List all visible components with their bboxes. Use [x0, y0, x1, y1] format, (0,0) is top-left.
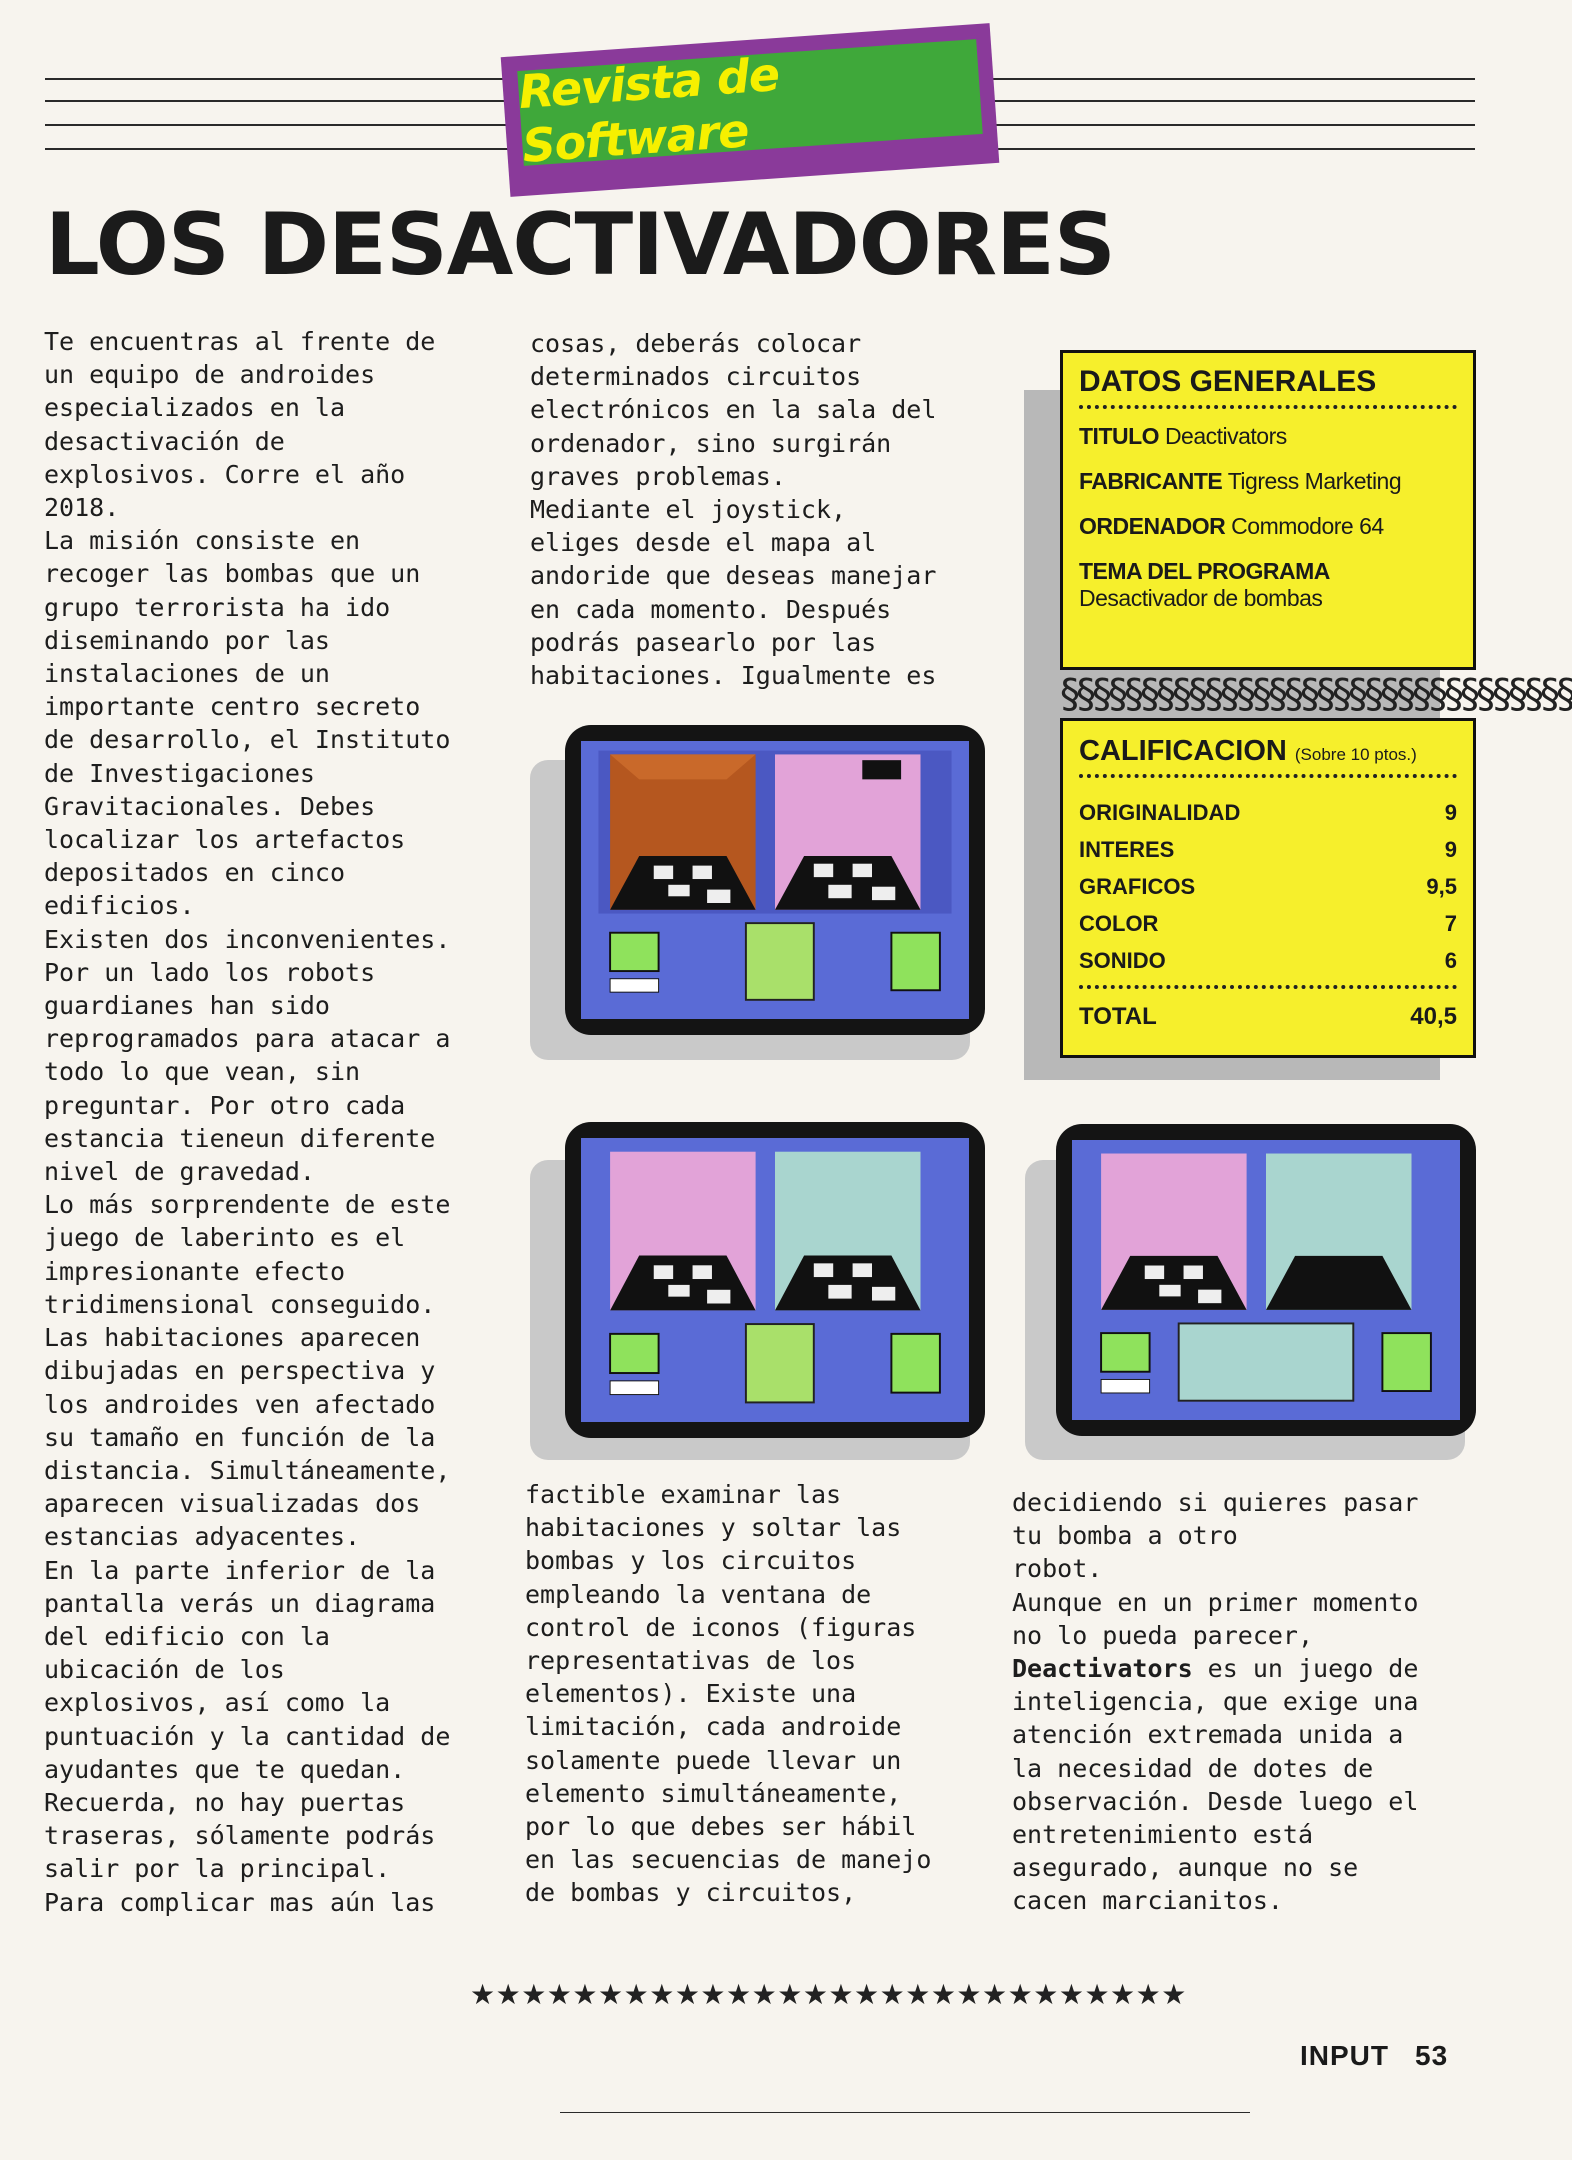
- calificacion-title: CALIFICACION: [1079, 735, 1287, 767]
- total-label: TOTAL: [1079, 1003, 1157, 1030]
- dotted-divider: [1079, 405, 1457, 409]
- fabricante-value: Tigress Marketing: [1227, 468, 1402, 494]
- score-row: [1079, 837, 1457, 863]
- bottom-rule: [560, 2112, 1250, 2113]
- page-number: 53: [1415, 2040, 1449, 2071]
- score-label: GRAFICOS: [1079, 874, 1196, 899]
- score-row: [1079, 874, 1457, 900]
- score-total-row: [1079, 1003, 1457, 1031]
- page-footer: [1300, 2040, 1448, 2072]
- article-column-3: [1012, 1486, 1482, 1918]
- score-label: COLOR: [1079, 911, 1159, 936]
- calificacion-heading: [1079, 735, 1457, 768]
- score-row: [1079, 800, 1457, 826]
- datos-ordenador: [1079, 513, 1457, 540]
- score-value: 9,5: [1426, 874, 1457, 899]
- datos-fabricante: [1079, 468, 1457, 495]
- article-column-2-bottom: factible examinar las habitaciones y soltar las bombas y los circuitos empleando la ventana de control de iconos (figuras representativas de los elementos). Existe una limitación, cada androide solamente puede llevar un elemento simultáneamente, por lo que debes ser hábil en las secuencias de manejo de bombas y circuitos,: [525, 1480, 932, 1908]
- article-column-2-top: cosas, deberás colocar determinados circuitos electrónicos en la sala del ordenador, sino surgirán graves problemas. Mediante el joystick, eliges desde el mapa al andoride que deseas manejar en cada momento. Después podrás pasearlo por las habitaciones. Igualmente es: [530, 329, 937, 691]
- score-value: 7: [1444, 911, 1457, 936]
- game-screen-image: [581, 741, 969, 1019]
- datos-heading: DATOS GENERALES: [1079, 365, 1377, 398]
- spiral-binding-icon: §§§§§§§§§§§§§§§§§§§§§§§§§§§§§§§§: [1060, 671, 1572, 717]
- calificacion-box: [1060, 718, 1476, 1058]
- score-value: 9: [1444, 800, 1457, 825]
- total-value: 40,5: [1410, 1003, 1457, 1030]
- star-separator: ★★★★★★★★★★★★★★★★★★★★★★★★★★★★: [470, 1978, 1187, 2011]
- section-banner-label: Revista de Software: [516, 46, 781, 173]
- article-column-1: Te encuentras al frente de un equipo de androides especializados en la desactivación de explosivos. Corre el año 2018. La misión consiste en recoger las bombas que un grupo terrorista ha ido diseminando por las instalaciones de un importante centro secreto de desarrollo, el Instituto de Investigaciones Gravitacionales. Debes localizar los artefactos depositados en cinco edificios. Existen dos inconvenientes. Por un lado los robots guardianes han sido reprogramados para atacar a todo lo que vean, sin preguntar. Por otro cada estancia tieneun diferente nivel de gravedad. Lo más sorprendente de este juego de laberinto es el impresionante efecto tridimensional conseguido. Las habitaciones aparecen dibujadas en perspectiva y los androides ven afectado su tamaño en función de la distancia. Simultáneamente, aparecen visualizadas dos estancias adyacentes. En la parte inferior de la pantalla verás un diagrama del edificio con la ubicación de los explosivos, así como la puntuación y la cantidad de ayudantes que te quedan. Recuerda, no hay puertas traseras, sólamente podrás salir por la principal. Para complicar mas aún las: [44, 327, 451, 1917]
- titulo-value: Deactivators: [1164, 423, 1287, 449]
- score-row: [1079, 911, 1457, 937]
- dotted-divider: [1079, 774, 1457, 778]
- game-screenshot-3: [1056, 1124, 1476, 1436]
- magazine-name: INPUT: [1300, 2040, 1389, 2071]
- score-value: 9: [1444, 837, 1457, 862]
- game-name-bold: Deactivators: [1012, 1654, 1193, 1684]
- datos-generales-box: [1060, 350, 1476, 670]
- ordenador-value: Commodore 64: [1231, 513, 1384, 539]
- score-label: SONIDO: [1079, 948, 1166, 973]
- tema-value: Desactivador de bombas: [1079, 585, 1323, 611]
- article-title: LOS DESACTIVADORES: [45, 195, 1115, 295]
- game-screen-image: [1072, 1140, 1460, 1420]
- game-screenshot-1: [565, 725, 985, 1035]
- dotted-divider: [1079, 985, 1457, 989]
- column-3-rest: es un juego de inteligencia, que exige una atención extremada unida a la necesidad de dotes de observación. Desde luego el entretenimiento está asegurado, aunque no se cacen marcianitos.: [1012, 1654, 1419, 1916]
- score-value: 6: [1444, 948, 1457, 973]
- titulo-label: TITULO: [1079, 423, 1160, 449]
- score-label: ORIGINALIDAD: [1079, 800, 1241, 825]
- ordenador-label: ORDENADOR: [1079, 513, 1226, 539]
- score-label: INTERES: [1079, 837, 1175, 862]
- datos-tema: [1079, 558, 1457, 612]
- datos-titulo: [1079, 423, 1457, 450]
- tema-label: TEMA DEL PROGRAMA: [1079, 558, 1330, 584]
- column-3-intro: decidiendo si quieres pasar tu bomba a otro robot. Aunque en un primer momento no lo pueda parecer,: [1012, 1488, 1419, 1650]
- game-screenshot-2: [565, 1122, 985, 1438]
- score-row: [1079, 948, 1457, 974]
- calificacion-scale: (Sobre 10 ptos.): [1294, 745, 1417, 764]
- game-screen-image: [581, 1138, 969, 1422]
- fabricante-label: FABRICANTE: [1079, 468, 1223, 494]
